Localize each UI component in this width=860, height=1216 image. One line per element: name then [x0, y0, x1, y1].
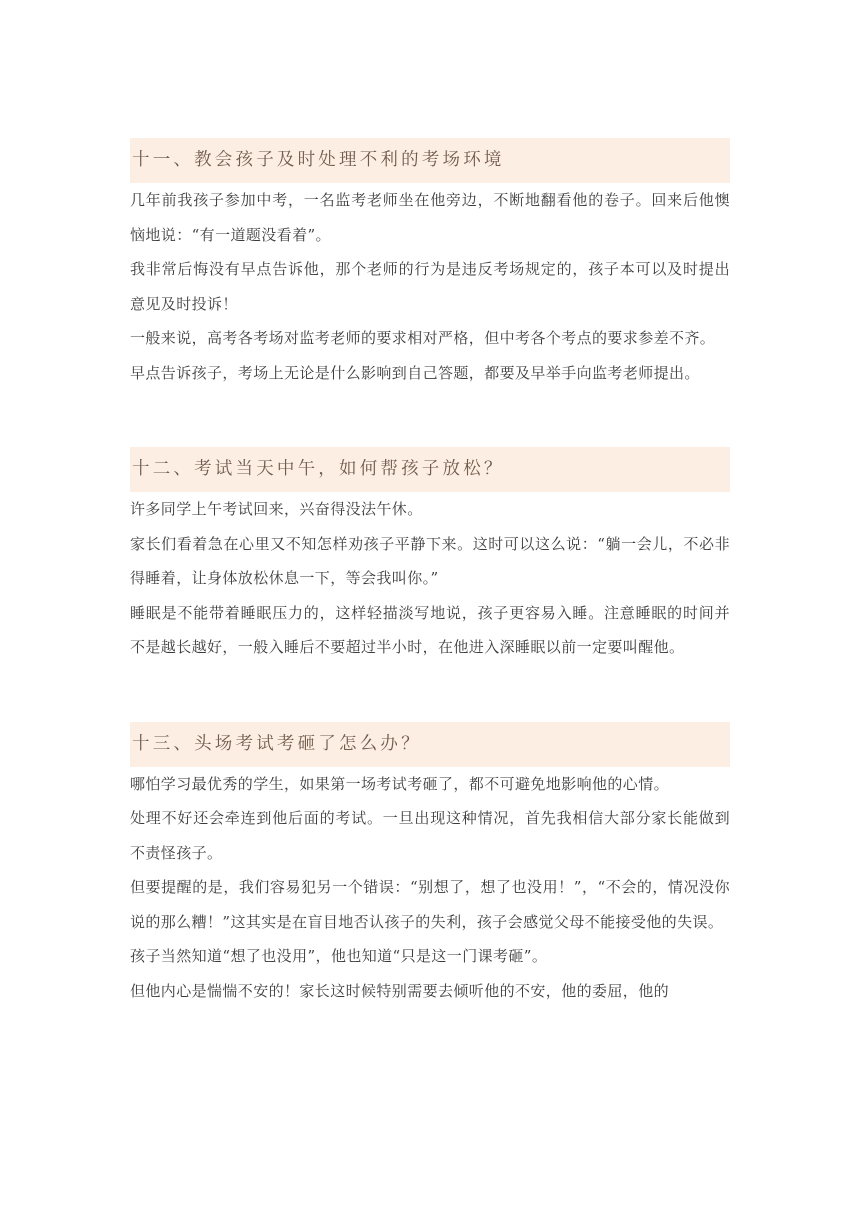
- section-heading: 十三、头场考试考砸了怎么办？: [130, 722, 730, 767]
- section-spacer: [130, 665, 730, 722]
- paragraph: 几年前我孩子参加中考，一名监考老师坐在他旁边，不断地翻看他的卷子。回来后他懊恼地说：“有一道题没看着”。: [130, 191, 730, 244]
- paragraph: 早点告诉孩子，考场上无论是什么影响到自己答题，都要及早举手向监考老师提出。: [130, 363, 700, 382]
- paragraph: 哪怕学习最优秀的学生，如果第一场考试考砸了，都不可避免地影响他的心情。: [130, 774, 670, 793]
- paragraph: 但他内心是惴惴不安的！家长这时候特别需要去倾听他的不安，他的委屈，他的: [130, 981, 670, 1000]
- paragraph: 睡眠是不能带着睡眠压力的，这样轻描淡写地说，孩子更容易入睡。注意睡眠的时间并不是越长越好，一般入睡后不要超过半小时，在他进入深睡眠以前一定要叫醒他。: [130, 603, 730, 656]
- paragraph: 但要提醒的是，我们容易犯另一个错误：“别想了，想了也没用！”，“不会的，情况没你说的那么糟！”这其实是在盲目地否认孩子的失利，孩子会感觉父母不能接受他的失误。: [130, 878, 730, 931]
- paragraph: 许多同学上午考试回来，兴奋得没法午休。: [130, 500, 423, 518]
- document-page: [130, 138, 730, 1008]
- paragraph: 处理不好还会牵连到他后面的考试。一旦出现这种情况，首先我相信大部分家长能做到不责怪孩子。: [130, 809, 730, 862]
- paragraph: 我非常后悔没有早点告诉他，那个老师的行为是违反考场规定的，孩子本可以及时提出意见及时投诉！: [130, 260, 730, 313]
- section-heading: 十二、考试当天中午，如何帮孩子放松？: [130, 447, 730, 492]
- section-spacer: [130, 390, 730, 447]
- section-13: [130, 722, 730, 1009]
- section-11: [130, 138, 730, 390]
- paragraph: 孩子当然知道“想了也没用”，他也知道“只是这一门课考砸”。: [130, 947, 548, 965]
- paragraph: 一般来说，高考各考场对监考老师的要求相对严格，但中考各个考点的要求参差不齐。: [130, 329, 716, 347]
- paragraph: 家长们看着急在心里又不知怎样劝孩子平静下来。这时可以这么说：“躺一会儿，不必非得睡着，让身体放松休息一下，等会我叫你。”: [130, 534, 730, 587]
- section-heading: 十一、教会孩子及时处理不利的考场环境: [130, 138, 730, 183]
- section-12: [130, 447, 730, 665]
